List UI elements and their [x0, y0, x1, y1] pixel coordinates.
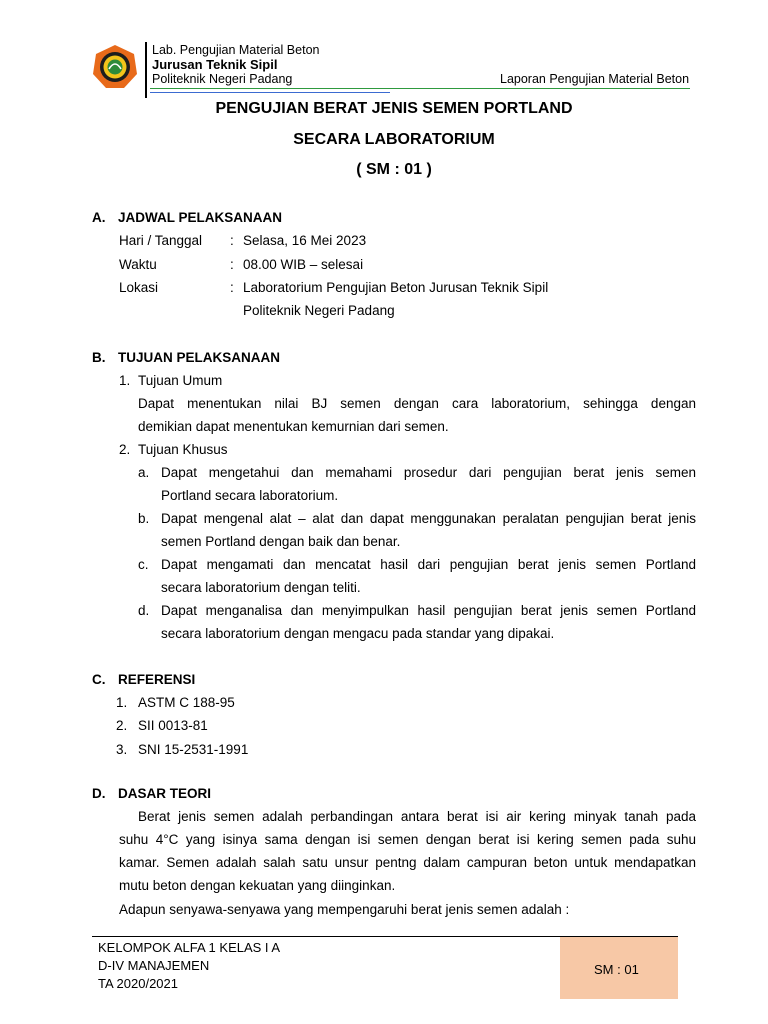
list-item-text-cont: Portland secara laboratorium. [161, 488, 339, 503]
section-a-heading [92, 210, 282, 225]
schedule-label-location: Lokasi [119, 280, 159, 295]
list-item-text-cont: semen Portland dengan baik dan benar. [161, 534, 401, 549]
schedule-value-location: Laboratorium Pengujian Beton Jurusan Teknik Sipil [243, 280, 549, 295]
tujuan-umum-text-1: Dapat menentukan nilai BJ semen dengan cara laboratorium, sehingga dengan [138, 396, 696, 411]
theory-line-2: suhu 4°C yang isinya sama dengan isi semen dengan berat isi kering semen pada suhu [119, 832, 696, 847]
report-title: Laporan Pengujian Material Beton [500, 72, 690, 86]
list-item-text: Dapat menganalisa dan menyimpulkan hasil pengujian berat jenis semen Portland [161, 603, 696, 618]
schedule-value-day: Selasa, 16 Mei 2023 [243, 233, 367, 248]
institution-name: Politeknik Negeri Padang [152, 72, 293, 86]
theory-line-3: kamar. Semen adalah salah satu unsur pentng dalam campuran beton untuk mendapatkan [119, 855, 696, 870]
header-divider [145, 42, 147, 98]
schedule-value-location-cont: Politeknik Negeri Padang [243, 303, 395, 318]
title-line-1: PENGUJIAN BERAT JENIS SEMEN PORTLAND [215, 100, 573, 117]
schedule-value-time: 08.00 WIB – selesai [243, 257, 364, 272]
reference-item: ASTM C 188-95 [138, 695, 235, 710]
theory-compounds-intro: Adapun senyawa-senyawa yang mempengaruhi berat jenis semen adalah : [119, 902, 570, 917]
reference-number: 3. [116, 742, 128, 757]
list-item-text: Dapat mengenal alat – alat dan dapat menggunakan peralatan pengujian berat jenis [161, 511, 696, 526]
list-item-letter: d. [138, 603, 150, 618]
schedule-sep-time: : [230, 257, 234, 272]
footer-group: KELOMPOK ALFA 1 KELAS I A [98, 940, 281, 955]
section-d-heading [92, 786, 211, 801]
schedule-label-time: Waktu [119, 257, 157, 272]
list-item-text-cont: secara laboratorium dengan teliti. [161, 580, 361, 595]
header-rule-green [150, 88, 690, 89]
tujuan-umum-title: Tujuan Umum [138, 373, 223, 388]
schedule-sep-day: : [230, 233, 234, 248]
list-item-letter: c. [138, 557, 149, 572]
theory-line-4: mutu beton dengan kekuatan yang diinginkan. [119, 878, 396, 893]
theory-line-1: Berat jenis semen adalah perbandingan antara berat isi air kering minyak tanah pada [138, 809, 696, 824]
list-item-letter: a. [138, 465, 150, 480]
lab-name: Lab. Pengujian Material Beton [152, 43, 320, 57]
section-d-title: DASAR TEORI [118, 786, 212, 801]
list-item-text: Dapat mengamati dan mencatat hasil dari pengujian berat jenis semen Portland [161, 557, 696, 572]
list-item-text: Dapat mengetahui dan memahami prosedur dari pengujian berat jenis semen [161, 465, 696, 480]
section-a-letter: A. [92, 210, 106, 225]
list-item-text-cont: secara laboratorium dengan mengacu pada standar yang dipakai. [161, 626, 555, 641]
section-b-title: TUJUAN PELAKSANAAN [118, 350, 281, 365]
section-b-letter: B. [92, 350, 106, 365]
section-c-heading [92, 672, 195, 687]
section-b-heading [92, 350, 280, 365]
footer-code: SM : 01 [594, 962, 639, 977]
reference-item: SII 0013-81 [138, 718, 208, 733]
tujuan-umum-text-2: demikian dapat menentukan kemurnian dari semen. [138, 419, 449, 434]
reference-item: SNI 15-2531-1991 [138, 742, 249, 757]
footer-program: D-IV MANAJEMEN [98, 958, 210, 973]
schedule-sep-location: : [230, 280, 234, 295]
title-line-2: SECARA LABORATORIUM [293, 131, 495, 148]
tujuan-khusus-number: 2. [119, 442, 131, 457]
department-name: Jurusan Teknik Sipil [152, 57, 278, 72]
footer-year: TA 2020/2021 [98, 976, 178, 991]
schedule-label-day: Hari / Tanggal [119, 233, 203, 248]
section-d-letter: D. [92, 786, 106, 801]
list-item-letter: b. [138, 511, 150, 526]
section-a-title: JADWAL PELAKSANAAN [118, 210, 283, 225]
tujuan-umum-number: 1. [119, 373, 131, 388]
politeknik-logo [92, 44, 138, 90]
section-c-letter: C. [92, 672, 106, 687]
tujuan-khusus-title: Tujuan Khusus [138, 442, 228, 457]
section-c-title: REFERENSI [118, 672, 196, 687]
reference-number: 1. [116, 695, 128, 710]
reference-number: 2. [116, 718, 128, 733]
title-line-3: ( SM : 01 ) [356, 161, 432, 178]
header-rule-blue [150, 92, 390, 93]
